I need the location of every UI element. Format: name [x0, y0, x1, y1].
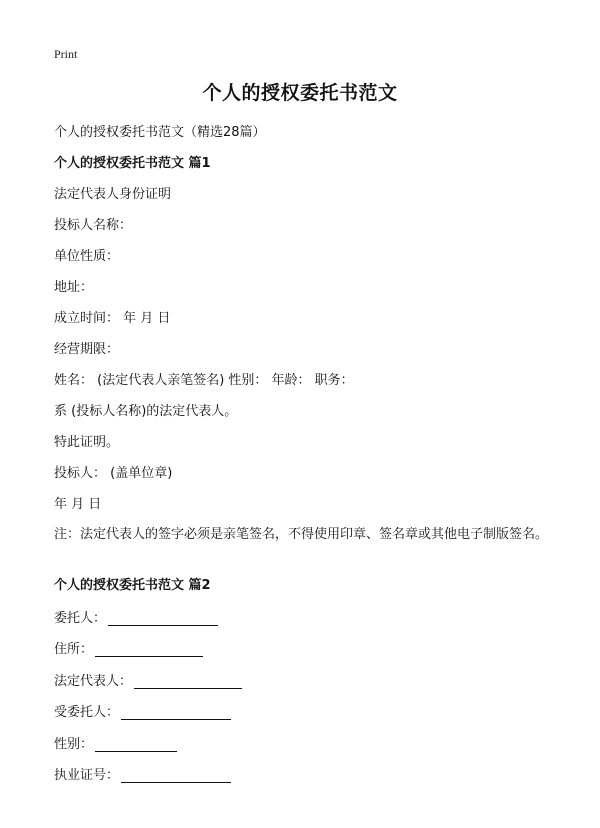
field-residence: [54, 638, 203, 657]
line-date: 年 月 日: [54, 497, 102, 512]
signature-note: 注：法定代表人的签字必须是亲笔签名，不得使用印章、签名章或其他电子制版签名。: [54, 527, 549, 542]
field-label: 住所：: [54, 642, 94, 657]
field-label: 执业证号：: [54, 768, 120, 783]
license-number-blank[interactable]: [121, 768, 231, 783]
field-principal: [54, 607, 218, 626]
field-gender: [54, 733, 177, 752]
document-title: 个人的授权委托书范文: [202, 82, 398, 104]
field-label: 委托人：: [54, 611, 107, 626]
field-label: 受委托人：: [54, 705, 120, 720]
field-label: 法定代表人：: [54, 674, 133, 689]
legal-representative-blank[interactable]: [134, 674, 242, 689]
gender-blank[interactable]: [95, 737, 177, 752]
line-unit-nature: 单位性质：: [54, 249, 120, 264]
field-legal-representative: [54, 670, 242, 689]
principal-blank[interactable]: [108, 611, 218, 626]
line-bidder-name: 投标人名称：: [54, 218, 133, 233]
line-bidder-seal: 投标人： (盖单位章): [54, 466, 173, 481]
field-license-number: [54, 764, 231, 783]
line-established-date: 成立时间： 年 月 日: [54, 311, 171, 326]
section-heading-2: 个人的授权委托书范文 篇2: [54, 578, 211, 593]
line-address: 地址：: [54, 280, 94, 295]
line-hereby-certify: 特此证明。: [54, 435, 120, 450]
field-label: 性别：: [54, 737, 94, 752]
document-subtitle: 个人的授权委托书范文（精选28篇）: [54, 125, 266, 140]
agent-blank[interactable]: [121, 705, 231, 720]
line-legal-rep-statement: 系 (投标人名称)的法定代表人。: [54, 404, 238, 419]
residence-blank[interactable]: [95, 642, 203, 657]
print-label: Print: [54, 47, 78, 61]
section-heading-1: 个人的授权委托书范文 篇1: [54, 156, 211, 171]
line-business-term: 经营期限：: [54, 342, 120, 357]
field-agent: [54, 701, 231, 720]
line-name-gender-age-title: 姓名： (法定代表人亲笔签名) 性别： 年龄： 职务：: [54, 373, 354, 388]
line-legal-rep-identity: 法定代表人身份证明: [54, 187, 172, 202]
